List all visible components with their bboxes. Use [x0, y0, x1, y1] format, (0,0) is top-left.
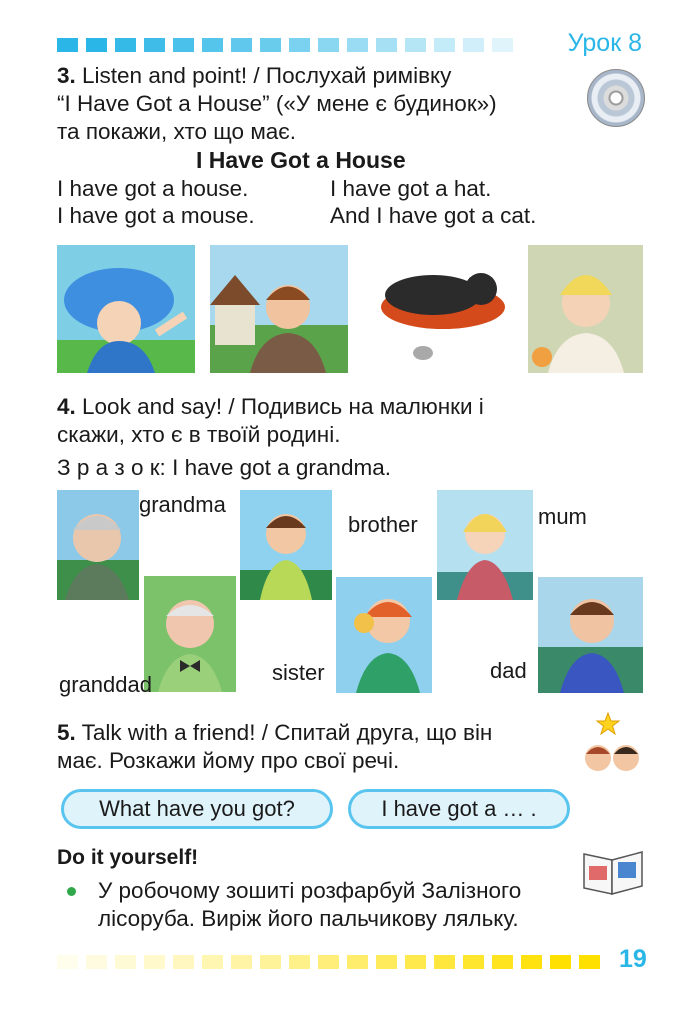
label-grandma: grandma	[139, 492, 226, 517]
header-dash-strip	[57, 38, 537, 52]
poem-line-1: I have got a house.	[57, 176, 249, 201]
audio-cd-icon[interactable]	[587, 69, 645, 127]
task-4-example	[57, 454, 391, 482]
footer-dash-strip	[57, 955, 617, 969]
workbook-icon	[580, 846, 646, 896]
star-icon	[596, 712, 620, 736]
label-mum: mum	[538, 504, 587, 529]
task-5-title-ua: / Спитай друга, що він	[255, 720, 493, 745]
do-it-line-1: У робочому зошиті розфарбуй Залізного	[98, 878, 522, 903]
family-photo-granddad	[144, 576, 236, 692]
label-sister: sister	[272, 660, 325, 685]
task-3-instruction	[57, 62, 577, 146]
task-4-title-en: Look and say!	[82, 394, 223, 419]
poem-line-2: I have got a hat.	[330, 176, 492, 201]
family-photo-grandma	[57, 490, 139, 600]
label-granddad: granddad	[59, 672, 152, 697]
illustration-cat-mouse	[363, 245, 513, 373]
poem-line-4: And I have got a cat.	[330, 203, 537, 228]
illustration-man-house	[210, 245, 348, 373]
do-it-yourself-title: Do it yourself!	[57, 846, 199, 869]
task-4-title-ua: / Подивись на малюнки і	[222, 394, 484, 419]
family-photo-mum	[437, 490, 533, 600]
task-5-number: 5.	[57, 720, 76, 745]
example-label: З р а з о к:	[57, 455, 166, 480]
task-3-title-ua: / Послухай римівку	[247, 63, 452, 88]
children-talking-icon	[582, 740, 642, 774]
task-4-instruction	[57, 393, 577, 449]
task-3-line-3: та покажи, хто що має.	[57, 119, 297, 144]
speech-bubble-answer: I have got a … .	[348, 789, 570, 829]
task-3-number: 3.	[57, 63, 76, 88]
family-photo-dad	[538, 577, 643, 693]
family-photo-sister	[336, 577, 432, 693]
bullet-dot	[67, 887, 76, 896]
poem-title: I Have Got a House	[196, 147, 406, 173]
task-4-number: 4.	[57, 394, 76, 419]
do-it-line-2: лісоруба. Виріж його пальчикову ляльку.	[98, 906, 519, 931]
page-number: 19	[619, 945, 647, 973]
speech-bubble-question: What have you got?	[61, 789, 333, 829]
task-3-title-en: Listen and point!	[82, 63, 248, 88]
task-4-line-2: скажи, хто є в твоїй родині.	[57, 422, 341, 447]
task-3-line-2: “I Have Got a House” («У мене є будинок»)	[57, 91, 497, 116]
illustration-grandma-hat	[57, 245, 195, 373]
label-dad: dad	[490, 658, 527, 683]
lesson-title: Урок 8	[567, 29, 642, 57]
illustration-woman-cat	[528, 245, 643, 373]
task-5-title-en: Talk with a friend!	[81, 720, 256, 745]
task-5-line-2: має. Розкажи йому про свої речі.	[57, 748, 400, 773]
family-photo-brother	[240, 490, 332, 600]
label-brother: brother	[348, 512, 418, 537]
poem-line-3: I have got a mouse.	[57, 203, 255, 228]
example-text: I have got a grandma.	[172, 455, 391, 480]
task-5-instruction	[57, 719, 577, 775]
